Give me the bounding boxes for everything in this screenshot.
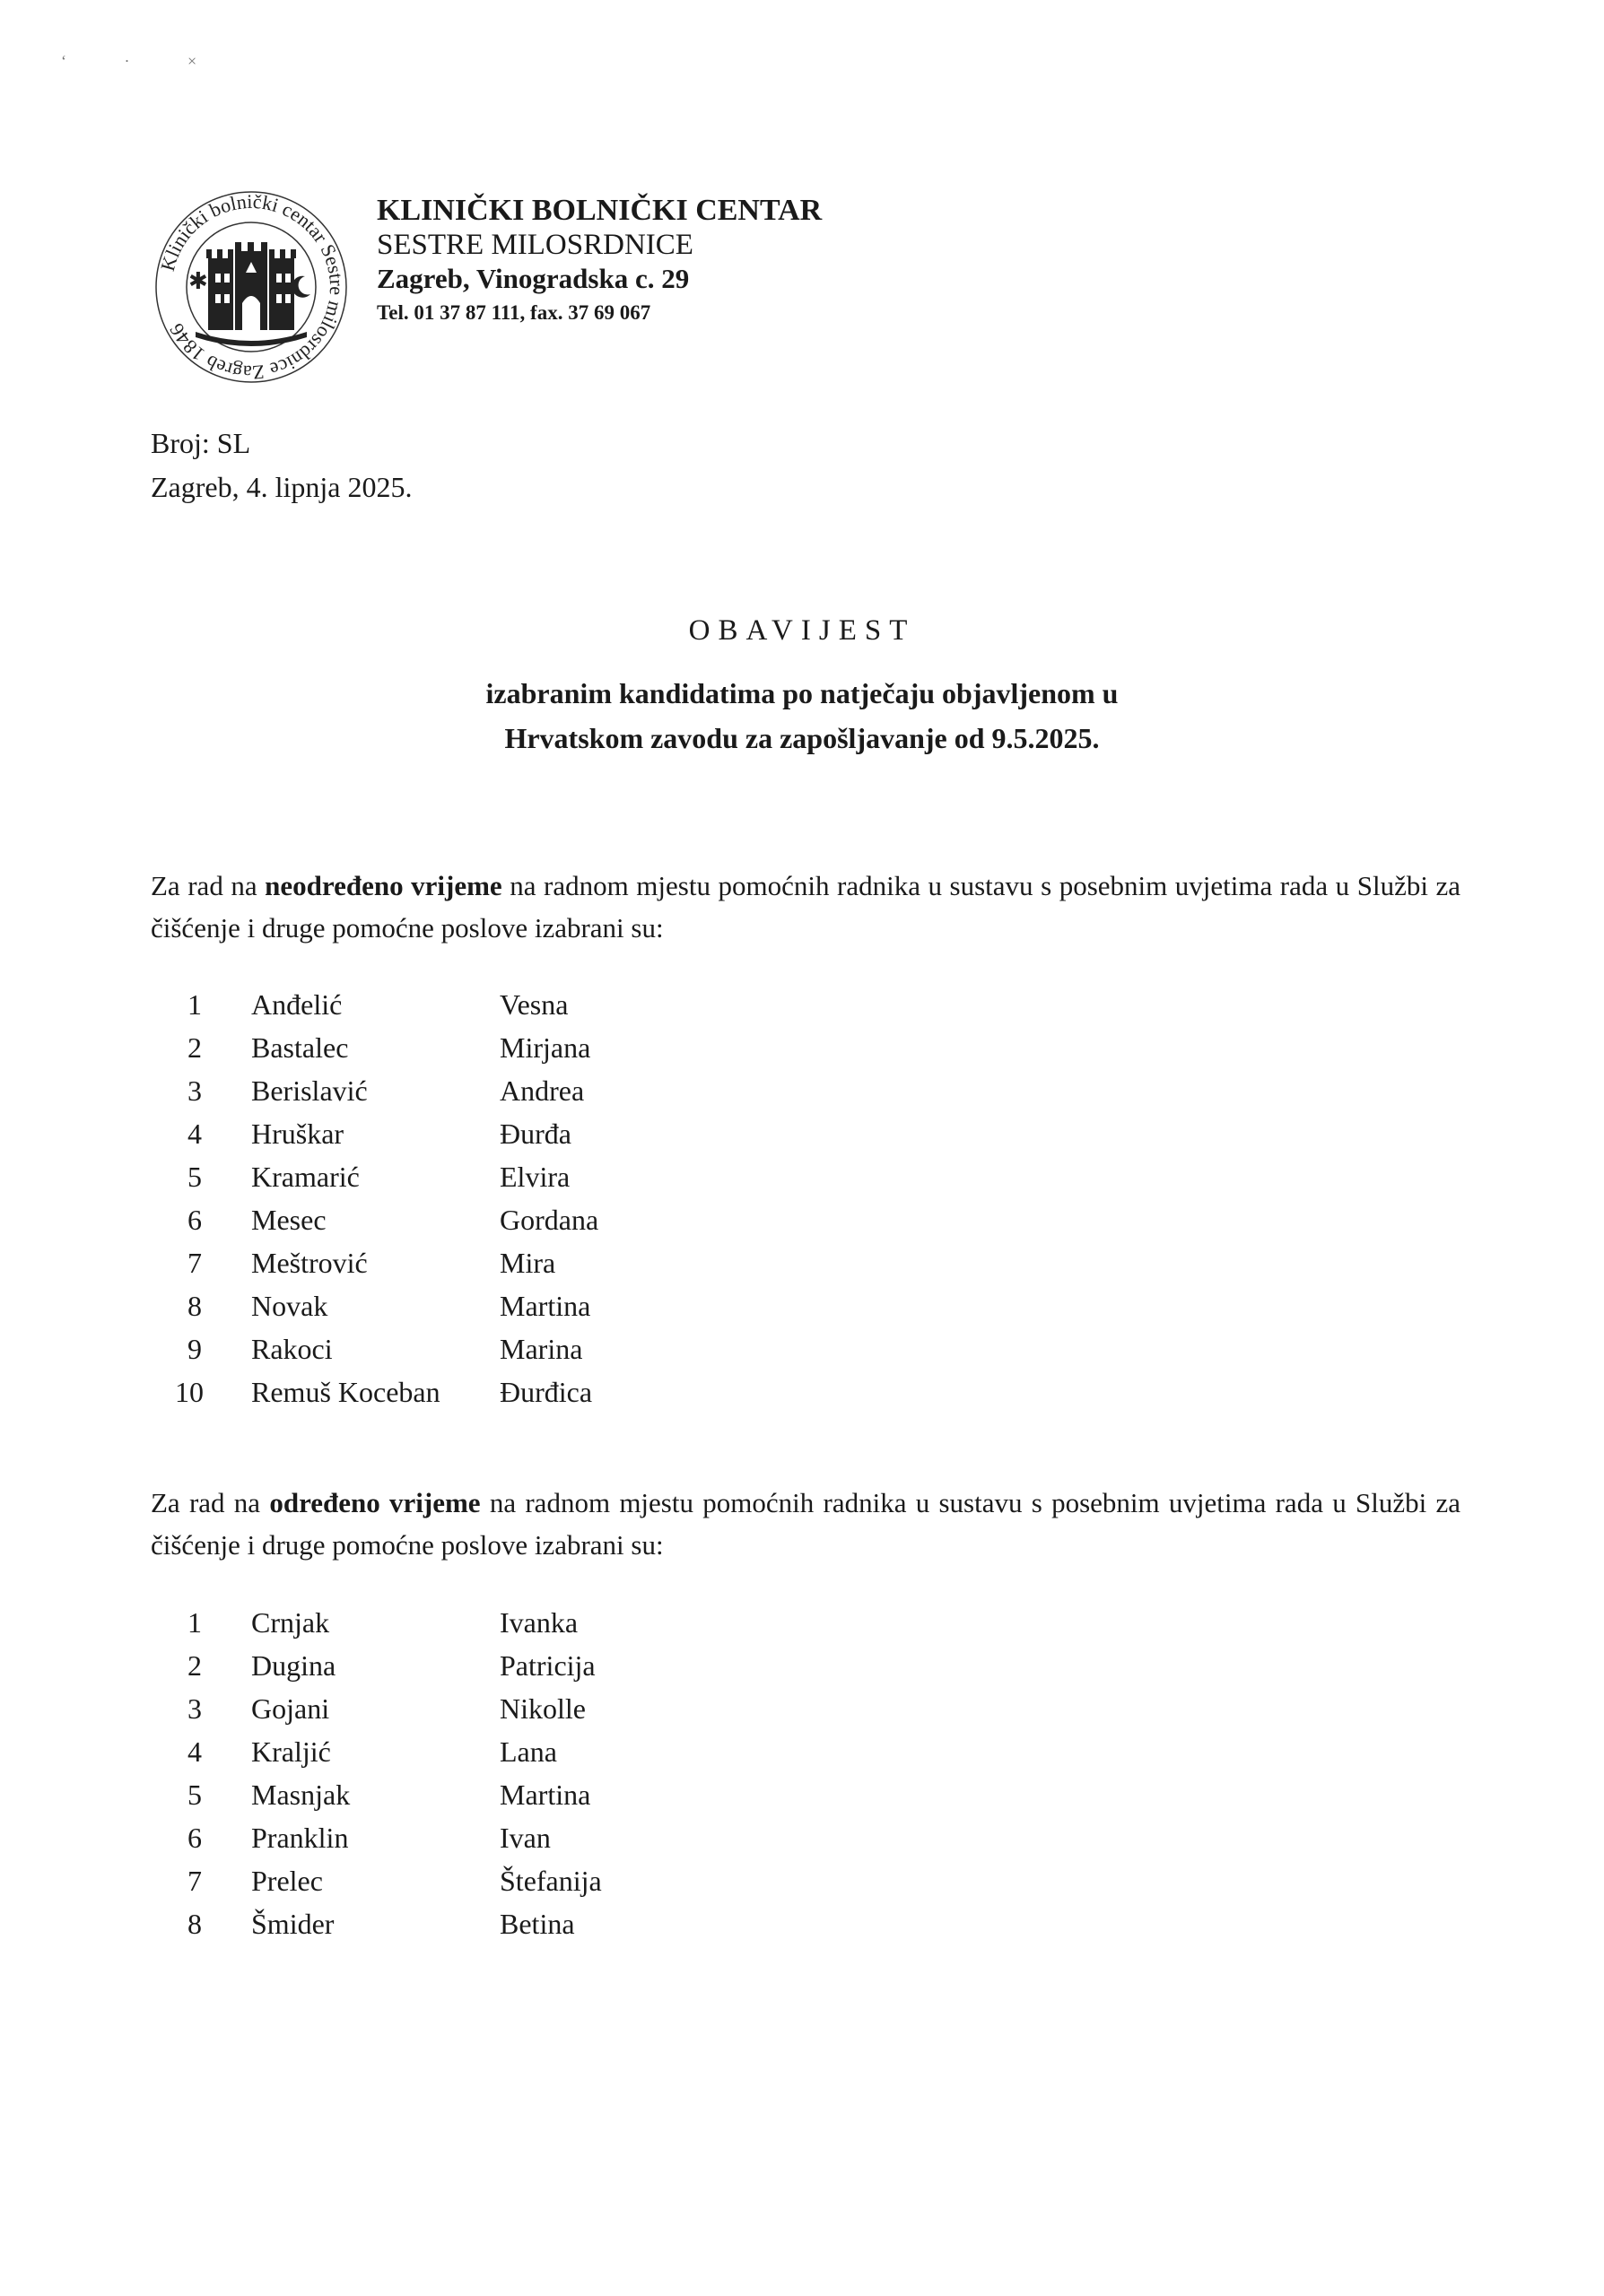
list-item — [175, 1284, 893, 1327]
row-number: 4 — [187, 1735, 202, 1768]
candidate-name: Štefanija — [500, 1865, 602, 1897]
institution-name: KLINIČKI BOLNIČKI CENTAR — [377, 194, 823, 227]
list-item — [175, 1112, 893, 1155]
list-item — [175, 1816, 893, 1859]
row-number: 8 — [187, 1290, 202, 1322]
row-number: 8 — [187, 1908, 202, 1940]
candidate-name: Nikolle — [500, 1692, 586, 1725]
candidate-name: Andrea — [500, 1074, 585, 1107]
row-number: 9 — [187, 1333, 202, 1365]
row-number: 5 — [187, 1779, 202, 1811]
row-number: 10 — [175, 1376, 204, 1408]
scan-artifact-marks: ‘ · × — [61, 52, 224, 70]
row-number: 1 — [187, 1606, 202, 1639]
candidate-name: Martina — [500, 1779, 591, 1811]
candidate-surname: Gojani — [251, 1692, 330, 1725]
seal-text: Klinički bolnički centar Sestre milosrdnice Zagreb 1846 — [155, 189, 349, 385]
list-item — [175, 1026, 893, 1069]
list-item — [175, 1155, 893, 1198]
list-item — [175, 1902, 893, 1945]
fixed-term-candidates-list — [175, 1601, 893, 1945]
candidate-surname: Mesec — [251, 1204, 327, 1236]
list-item — [175, 1327, 893, 1370]
intro-text-after: na radnom mjestu pomoćnih radnika u sustavu s posebnim uvjetima rada u Službi za čišćenje i druge pomoćne poslove izabrani su: — [151, 870, 1460, 944]
candidate-name: Đurđa — [500, 1118, 571, 1150]
candidate-name: Đurđica — [500, 1376, 593, 1408]
letterhead — [377, 194, 822, 330]
candidate-name: Lana — [500, 1735, 557, 1768]
document-date: Zagreb, 4. lipnja 2025. — [151, 471, 413, 503]
list-item — [175, 1198, 893, 1241]
row-number: 7 — [187, 1247, 202, 1279]
section-fixed-term-intro — [151, 1482, 1460, 1566]
candidate-surname: Remuš Koceban — [251, 1376, 440, 1408]
row-number: 6 — [187, 1822, 202, 1854]
candidate-name: Mirjana — [500, 1031, 591, 1064]
intro-text-bold: određeno vrijeme — [269, 1487, 481, 1518]
document-title: OBAVIJEST — [688, 614, 916, 647]
row-number: 5 — [187, 1161, 202, 1193]
list-item — [175, 1370, 893, 1413]
document-meta — [151, 422, 412, 509]
candidate-surname: Kramarić — [251, 1161, 360, 1193]
list-item — [175, 1730, 893, 1773]
candidate-name: Elvira — [500, 1161, 571, 1193]
row-number: 2 — [187, 1031, 202, 1064]
candidate-surname: Dugina — [251, 1649, 336, 1682]
row-number: 6 — [187, 1204, 202, 1236]
reference-number: Broj: SL — [151, 427, 251, 459]
candidate-surname: Anđelić — [251, 988, 343, 1021]
candidate-name: Betina — [500, 1908, 575, 1940]
candidate-surname: Meštrović — [251, 1247, 368, 1279]
permanent-candidates-list — [175, 983, 893, 1413]
row-number: 2 — [187, 1649, 202, 1682]
institution-address: Zagreb, Vinogradska c. 29 — [377, 263, 690, 294]
list-item — [175, 1644, 893, 1687]
candidate-surname: Kraljić — [251, 1735, 331, 1768]
candidate-surname: Rakoci — [251, 1333, 333, 1365]
list-item — [175, 1687, 893, 1730]
list-item — [175, 983, 893, 1026]
candidate-name: Mira — [500, 1247, 556, 1279]
svg-text:✱: ✱ — [188, 268, 208, 294]
candidate-name: Gordana — [500, 1204, 599, 1236]
row-number: 3 — [187, 1074, 202, 1107]
document-subtitle — [0, 671, 1604, 761]
candidate-surname: Masnjak — [251, 1779, 351, 1811]
candidate-name: Ivan — [500, 1822, 551, 1854]
candidate-surname: Hruškar — [251, 1118, 344, 1150]
candidate-name: Patricija — [500, 1649, 596, 1682]
candidate-surname: Berislavić — [251, 1074, 368, 1107]
list-item — [175, 1773, 893, 1816]
candidate-name: Marina — [500, 1333, 583, 1365]
candidate-surname: Prelec — [251, 1865, 323, 1897]
intro-text-before: Za rad na — [151, 1487, 270, 1518]
institution-contact: Tel. 01 37 87 111, fax. 37 69 067 — [377, 301, 651, 324]
intro-text-after: na radnom mjestu pomoćnih radnika u sustavu s posebnim uvjetima rada u Službi za čišćenje i druge pomoćne poslove izabrani su: — [151, 1487, 1460, 1561]
list-item — [175, 1601, 893, 1644]
candidate-surname: Pranklin — [251, 1822, 349, 1854]
subtitle-line-1: izabranim kandidatima po natječaju objavljenom u — [485, 677, 1119, 709]
hospital-seal-logo — [153, 188, 350, 386]
candidate-surname: Bastalec — [251, 1031, 349, 1064]
intro-text-bold: neodređeno vrijeme — [265, 870, 502, 901]
candidate-name: Ivanka — [500, 1606, 579, 1639]
subtitle-line-2: Hrvatskom zavodu za zapošljavanje od 9.5.2025. — [504, 722, 1100, 754]
section-permanent-intro — [151, 865, 1460, 949]
list-item — [175, 1241, 893, 1284]
institution-subname: SESTRE MILOSRDNICE — [377, 229, 693, 261]
candidate-name: Vesna — [500, 988, 569, 1021]
row-number: 7 — [187, 1865, 202, 1897]
candidate-surname: Šmider — [251, 1908, 335, 1940]
list-item — [175, 1069, 893, 1112]
candidate-name: Martina — [500, 1290, 591, 1322]
row-number: 3 — [187, 1692, 202, 1725]
row-number: 4 — [187, 1118, 202, 1150]
row-number: 1 — [187, 988, 202, 1021]
candidate-surname: Novak — [251, 1290, 328, 1322]
list-item — [175, 1859, 893, 1902]
candidate-surname: Crnjak — [251, 1606, 330, 1639]
intro-text-before: Za rad na — [151, 870, 266, 901]
